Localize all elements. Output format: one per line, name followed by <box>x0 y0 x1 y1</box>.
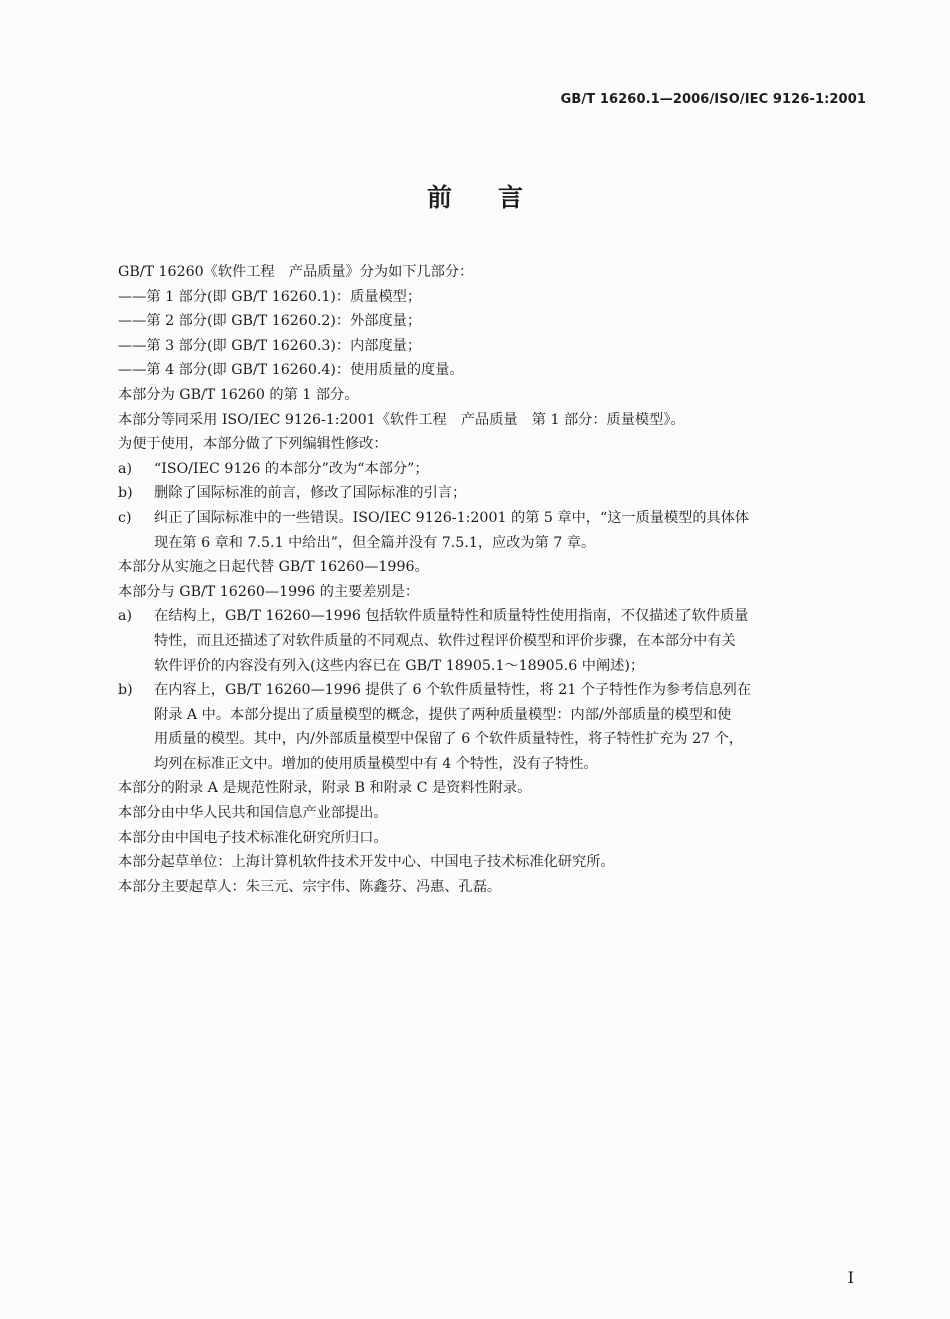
paragraph-proposed-by: 本部分由中华人民共和国信息产业部提出。 <box>118 805 388 822</box>
paragraph-replaces: 本部分从实施之日起代替 GB/T 16260—1996。 <box>118 559 429 576</box>
list-text: 在结构上，GB/T 16260—1996 包括软件质量特性和质量特性使用指南，不仅描述了软件质量 <box>154 608 749 625</box>
paragraph-drafting-units: 本部分起草单位：上海计算机软件技术开发中心、中国电子技术标准化研究所。 <box>118 854 615 871</box>
list-marker: c) <box>118 509 132 526</box>
paragraph-this-part: 本部分为 GB/T 16260 的第 1 部分。 <box>118 386 359 403</box>
list-text: 特性，而且还描述了对软件质量的不同观点、软件过程评价模型和评价步骤，在本部分中有关 <box>154 632 736 649</box>
list-text: 纠正了国际标准中的一些错误。ISO/IEC 9126-1:2001 的第 5 章中，“这一质量模型的具体体 <box>154 509 750 526</box>
list-item-edit-c <box>118 506 864 555</box>
list-text: “ISO/IEC 9126 的本部分”改为“本部分”； <box>154 460 429 477</box>
foreword-body <box>118 260 864 899</box>
paragraph-edits-intro: 为便于使用，本部分做了下列编辑性修改： <box>118 436 388 453</box>
list-item-edit-b <box>118 481 864 506</box>
list-marker: b) <box>118 485 133 502</box>
list-item-diff-a <box>118 604 864 678</box>
standard-code-header: GB/T 16260.1—2006/ISO/IEC 9126-1:2001 <box>560 92 866 107</box>
paragraph-intro: GB/T 16260《软件工程 产品质量》分为如下几部分： <box>118 264 474 280</box>
page-number: I <box>847 1268 854 1287</box>
paragraph-differences-intro: 本部分与 GB/T 16260—1996 的主要差别是： <box>118 583 420 600</box>
list-text: 在内容上，GB/T 16260—1996 提供了 6 个软件质量特性，将 21 个子特性作为参考信息列在 <box>154 682 752 699</box>
paragraph-centralized-by: 本部分由中国电子技术标准化研究所归口。 <box>118 829 388 846</box>
list-item-part2: ——第 2 部分(即 GB/T 16260.2)：外部度量； <box>118 313 422 330</box>
page-title: 前言 <box>426 183 569 212</box>
list-text: 附录 A 中。本部分提出了质量模型的概念，提供了两种质量模型：内部/外部质量的模型和使 <box>154 706 732 723</box>
list-text: 均列在标准正文中。增加的使用质量模型中有 4 个特性，没有子特性。 <box>154 755 598 772</box>
list-marker: b) <box>118 682 133 699</box>
list-item-edit-a <box>118 457 864 482</box>
list-item-part4: ——第 4 部分(即 GB/T 16260.4)：使用质量的度量。 <box>118 362 464 379</box>
list-item-diff-b <box>118 678 864 776</box>
list-item-part1: ——第 1 部分(即 GB/T 16260.1)：质量模型； <box>118 288 422 305</box>
list-marker: a) <box>118 460 132 477</box>
list-text: 用质量的模型。其中，内/外部质量模型中保留了 6 个软件质量特性，将子特性扩充为 27 个， <box>154 731 744 748</box>
list-text: 删除了国际标准的前言，修改了国际标准的引言； <box>154 485 467 502</box>
paragraph-adoption: 本部分等同采用 ISO/IEC 9126-1:2001《软件工程 产品质量 第 1 部分：质量模型》。 <box>118 411 685 428</box>
paragraph-drafters: 本部分主要起草人：朱三元、宗宇伟、陈鑫芬、冯惠、孔磊。 <box>118 878 502 895</box>
list-marker: a) <box>118 608 132 625</box>
list-text: 软件评价的内容没有列入(这些内容已在 GB/T 18905.1～18905.6 中阐述)； <box>154 657 645 674</box>
list-item-part3: ——第 3 部分(即 GB/T 16260.3)：内部度量； <box>118 337 422 354</box>
list-text: 现在第 6 章和 7.5.1 中给出”，但全篇并没有 7.5.1，应改为第 7 章。 <box>154 534 596 551</box>
paragraph-annexes: 本部分的附录 A 是规范性附录，附录 B 和附录 C 是资料性附录。 <box>118 780 532 797</box>
